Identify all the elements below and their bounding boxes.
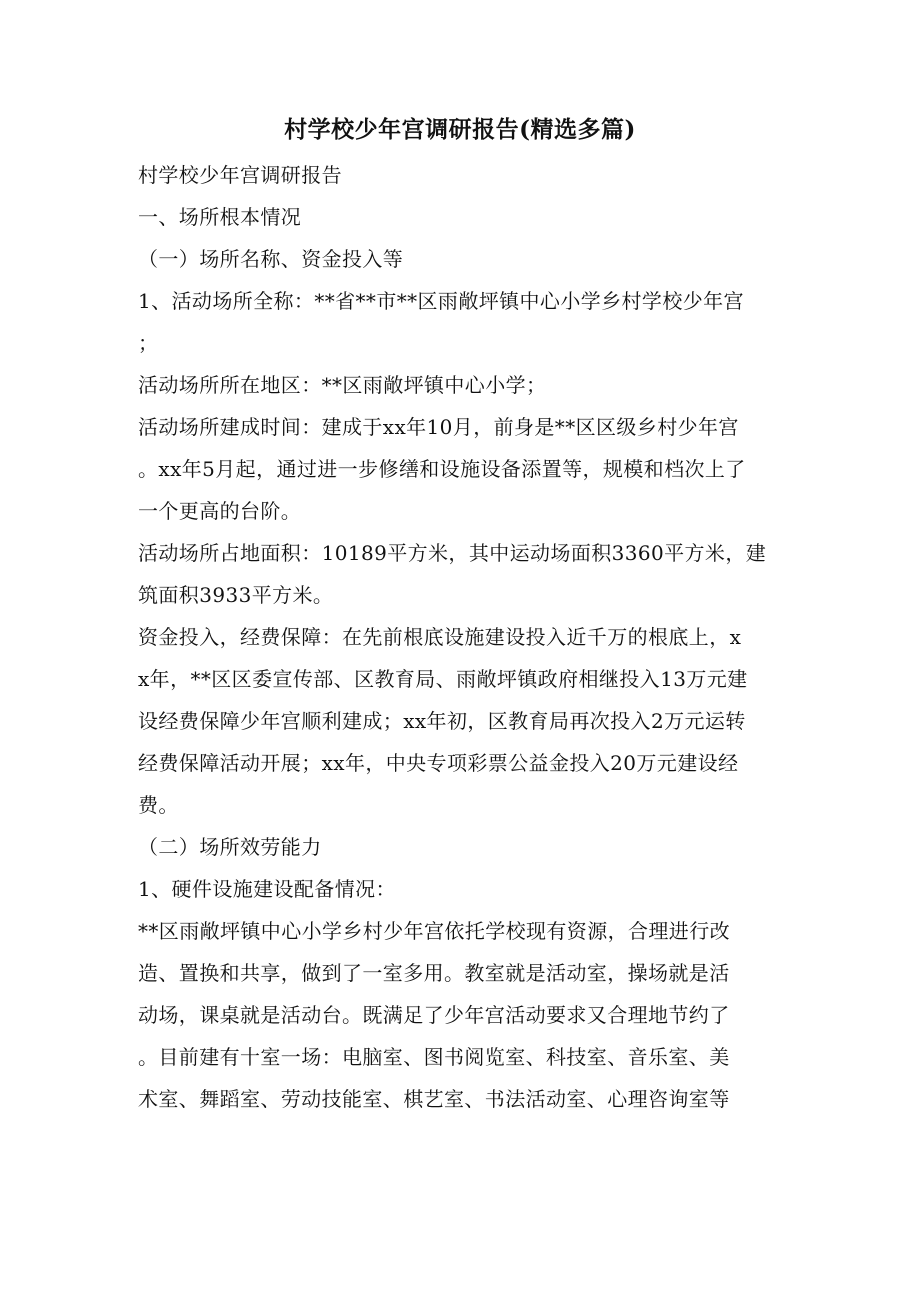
text-line: 活动场所占地面积：10189平方米，其中运动场面积3360平方米，建: [138, 541, 767, 565]
text-line: 活动场所建成时间：建成于xx年10月，前身是**区区级乡村少年宫: [138, 415, 739, 439]
text-line: **区雨敞坪镇中心小学乡村少年宫依托学校现有资源，合理进行改: [138, 919, 730, 943]
text-line: 村学校少年宫调研报告: [138, 163, 342, 187]
text-line: 一个更高的台阶。: [138, 499, 302, 523]
text-line: 一、场所根本情况: [138, 205, 302, 229]
text-line: （二）场所效劳能力: [138, 835, 322, 859]
text-line: 筑面积3933平方米。: [138, 583, 334, 607]
text-line: 动场，课桌就是活动台。既满足了少年宫活动要求又合理地节约了: [138, 1003, 730, 1027]
text-line: 。xx年5月起，通过进一步修缮和设施设备添置等，规模和档次上了: [138, 457, 746, 481]
text-line: （一）场所名称、资金投入等: [138, 247, 404, 271]
document-body: [138, 154, 783, 1120]
text-line: 1、硬件设施建设配备情况：: [138, 877, 396, 901]
text-line: 设经费保障少年宫顺利建成；xx年初，区教育局再次投入2万元运转: [138, 709, 746, 733]
text-line: 造、置换和共享，做到了一室多用。教室就是活动室，操场就是活: [138, 961, 730, 985]
text-line: 资金投入，经费保障：在先前根底设施建设投入近千万的根底上，x: [138, 625, 742, 649]
text-line: ；: [138, 331, 159, 355]
text-line: x年，**区区委宣传部、区教育局、雨敞坪镇政府相继投入13万元建: [138, 667, 748, 691]
text-line: 经费保障活动开展；xx年，中央专项彩票公益金投入20万元建设经: [138, 751, 739, 775]
text-line: 活动场所所在地区：**区雨敞坪镇中心小学；: [138, 373, 547, 397]
text-line: 费。: [138, 793, 179, 817]
document-title: 村学校少年宫调研报告(精选多篇): [284, 116, 636, 143]
text-line: 。目前建有十室一场：电脑室、图书阅览室、科技室、音乐室、美: [138, 1045, 730, 1069]
text-line: 术室、舞蹈室、劳动技能室、棋艺室、书法活动室、心理咨询室等: [138, 1087, 730, 1111]
text-line: 1、活动场所全称：**省**市**区雨敞坪镇中心小学乡村学校少年宫: [138, 289, 744, 313]
